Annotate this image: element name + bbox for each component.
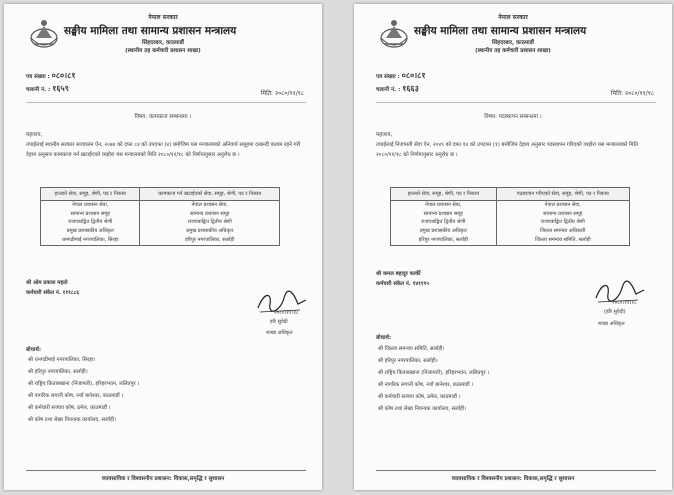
recipient-name: श्री ओम प्रकाश महतो (26, 280, 68, 286)
date-label: मिति: (610, 90, 624, 97)
table-cell: धनगढीमाई नगरपालिका, सिरहा (41, 236, 140, 245)
table-cell: राजपत्राङ्कित द्वितीय श्रेणी (140, 218, 280, 227)
table-cell: राजपत्राङ्कित द्वितीय श्रेणी (41, 218, 140, 227)
salutation: महाशय, (376, 132, 393, 138)
table-cell: सामान्य प्रशासन समूह (41, 210, 140, 219)
signatory-title: शाखा अधिकृत (266, 330, 293, 336)
signatory-title: शाखा अधिकृत (598, 321, 625, 327)
table-cell: प्रमुख प्रशासकीय अधिकृत (391, 227, 497, 236)
cc-item: श्री राष्ट्रिय किताबखाना (निजामती), हरिहरभवन, ललितपुर । (28, 381, 140, 387)
dispatch-number-row (26, 83, 69, 94)
date-value: २०८०/११/१८ (274, 90, 304, 97)
letter-body: तपाईलाई निजामती सेवा ऐन, २०४९ को दफा १४ को उपदफा (१) बमोजिम देहाय अनुसार पदस्थापन गरिएको व्यहोरा यस मन्त्रालयको मिति २०८०/११/१८ को निर्णयानुसार अनुरोध छ । (376, 142, 638, 158)
table-cell: राजपत्राङ्कित द्वितीय श्रेणी (391, 218, 497, 227)
table-cell: सामान्य प्रशासन समूह (496, 210, 629, 219)
ref-label: पत्र संख्या : (376, 74, 400, 80)
table-header-current: हालको सेवा, समूह, श्रेणी, पद र निकाय (41, 188, 140, 201)
cc-item: श्री नागरिक लगानी कोष, नयाँ बानेश्वर, काठमाडौं । (28, 393, 124, 399)
cc-item: श्री कोष तथा लेखा नियन्त्रक कार्यालय, सर्लाही। (28, 417, 117, 423)
ref-value: ०८०।८१ (401, 71, 426, 80)
cc-list (28, 354, 139, 426)
divider (376, 102, 656, 103)
office-location: सिंहदरबार, काठमाडौं (142, 40, 184, 46)
table-cell: प्रमुख प्रशासकीय अधिकृत (41, 227, 140, 236)
dispatch-value: १६६३ (402, 84, 419, 93)
recipient-name: श्री कमल बहादुर कार्की (376, 271, 421, 277)
subject-line: विषय: कामकाज सम्बन्धमा । (134, 114, 192, 120)
signatory-name: हरि सुवेदी (270, 319, 288, 325)
footer-divider (26, 470, 306, 471)
date-label: मिति: (260, 90, 274, 97)
table-cell: नेपाल प्रशासन सेवा, (41, 201, 140, 210)
table-cell: नेपाल प्रशासन सेवा, (391, 201, 497, 210)
cc-item: श्री जिल्ला समन्वय समिति, सर्लाही। (378, 346, 445, 352)
gov-name: नेपाल सरकार (148, 14, 178, 21)
cc-item: श्री धनगढीमाई नगरपालिका, सिरहा। (28, 357, 96, 363)
cc-item: श्री राष्ट्रिय किताबखाना (निजामती), हरिहरभवन, ललितपुर । (378, 370, 490, 376)
branch-name: (स्थानीय तह कर्मचारी प्रशासन शाखा) (475, 48, 551, 54)
ref-value: ०८०।८१ (51, 71, 76, 80)
date-row (611, 89, 654, 97)
footer-divider (376, 470, 656, 471)
table-cell: नेपाल प्रशासन सेवा, (496, 201, 629, 210)
cc-item: श्री कर्मचारी सञ्चय कोष, ठमेल, काठमाडौं । (378, 394, 461, 400)
posting-table (390, 187, 630, 246)
letter-left (4, 4, 322, 490)
table-header-assigned: कामकाज गर्न खटाईएको सेवा, समूह, श्रेणी, पद र निकाय (140, 188, 280, 201)
cc-title: बोधार्थ: (376, 335, 392, 341)
recipient-block (26, 278, 79, 298)
branch-name: (स्थानीय तह कर्मचारी प्रशासन शाखा) (125, 48, 201, 54)
dispatch-value: १६५९ (52, 84, 69, 93)
table-cell: हरिपुर नगरपालिका, सर्लाही (140, 236, 280, 245)
signature-date: २०८०।११।१८ (612, 300, 637, 306)
cc-item: श्री कर्मचारी सञ्चय कोष, ठमेल, काठमाडौं । (28, 405, 111, 411)
table-cell: नेपाल प्रशासन सेवा, (140, 201, 280, 210)
signatory-name: (हरि सुवेदी) (604, 309, 626, 315)
subject-line: विषय: पदस्थापन सम्बन्धमा । (484, 114, 542, 120)
ref-label: पत्र संख्या : (26, 74, 50, 80)
table-header-current: हालको सेवा, समूह, श्रेणी, पद र निकाय (391, 188, 497, 201)
dispatch-label: चलानी नं. : (376, 87, 401, 93)
letter-right (354, 4, 672, 490)
date-row (261, 89, 304, 97)
ref-number-row (376, 70, 426, 81)
dispatch-number-row (376, 83, 419, 94)
table-cell: सामान्य प्रशासन समूह (140, 210, 280, 219)
cc-item: श्री नागरिक लगानी कोष, नयाँ बानेश्वर, काठमाडौं । (378, 382, 474, 388)
dispatch-label: चलानी नं. : (26, 87, 51, 93)
date-value: २०८०/११/१८ (624, 90, 654, 97)
gov-name: नेपाल सरकार (498, 14, 528, 21)
recipient-id: कर्मचारी संकेत नं. १४१११५ (376, 281, 430, 287)
salutation: महाशय, (26, 132, 43, 138)
cc-item: श्री हरिपुर नगरपालिका, सर्लाही। (28, 369, 88, 375)
cc-item: श्री कोष तथा लेखा नियन्त्रक कार्यालय, सर्लाही। (378, 406, 467, 412)
cc-list (378, 343, 489, 415)
table-cell: जिल्ला समन्वय समिति, सर्लाही (496, 236, 629, 245)
letter-body: तपाईलाई स्थानीय सरकार सञ्चालन ऐन, २०७४ को दफा ८४ को उपदफा (४) बमोजिम यस मन्त्रालयको अनिवार्य समूहमा दरबन्दी कायम रहने गरी देहाय अनुसार कामकाज गर्न खटाईएको व्यहोरा यस मन्त्रालयको मिति २०८०/११/१८ को निर्णयानुसार अनुरोध छ । (26, 142, 301, 158)
signature-date: २०८०।११।१८ (274, 310, 299, 316)
table-cell: राजपत्राङ्कित द्वितीय श्रेणी (496, 218, 629, 227)
footer-motto: व्यावसायिक र विश्वसनीय प्रशासन: विकास,समृद्धि र सुशासन (101, 476, 225, 482)
office-location: सिंहदरबार, काठमाडौं (492, 40, 534, 46)
table-cell: जिल्ला समन्वय अधिकारी (496, 227, 629, 236)
cc-title: बोधार्थ: (26, 347, 42, 353)
footer-motto: व्यावसायिक र विश्वसनीय प्रशासन: विकास,समृद्धि र सुशासन (451, 476, 575, 482)
table-cell: हरिपुर नगरपालिका, सर्लाही (391, 236, 497, 245)
ministry-title: सङ्घीय मामिला तथा सामान्य प्रशासन मन्त्रालय (414, 25, 587, 37)
ref-number-row (26, 70, 76, 81)
table-header-assigned: पदस्थापन गरिएको सेवा, समूह, श्रेणी, पद र निकाय (496, 188, 629, 201)
table-cell: प्रमुख प्रशासकीय अधिकृत (140, 227, 280, 236)
posting-table (40, 187, 280, 246)
cc-item: श्री हरिपुर नगरपालिका, सर्लाही। (378, 358, 438, 364)
recipient-block (376, 269, 429, 289)
divider (26, 102, 306, 103)
recipient-id: कर्मचारी संकेत नं. १११८८६ (26, 290, 80, 296)
table-cell: सामान्य प्रशासन समूह (391, 210, 497, 219)
ministry-title: सङ्घीय मामिला तथा सामान्य प्रशासन मन्त्रालय (64, 25, 237, 37)
